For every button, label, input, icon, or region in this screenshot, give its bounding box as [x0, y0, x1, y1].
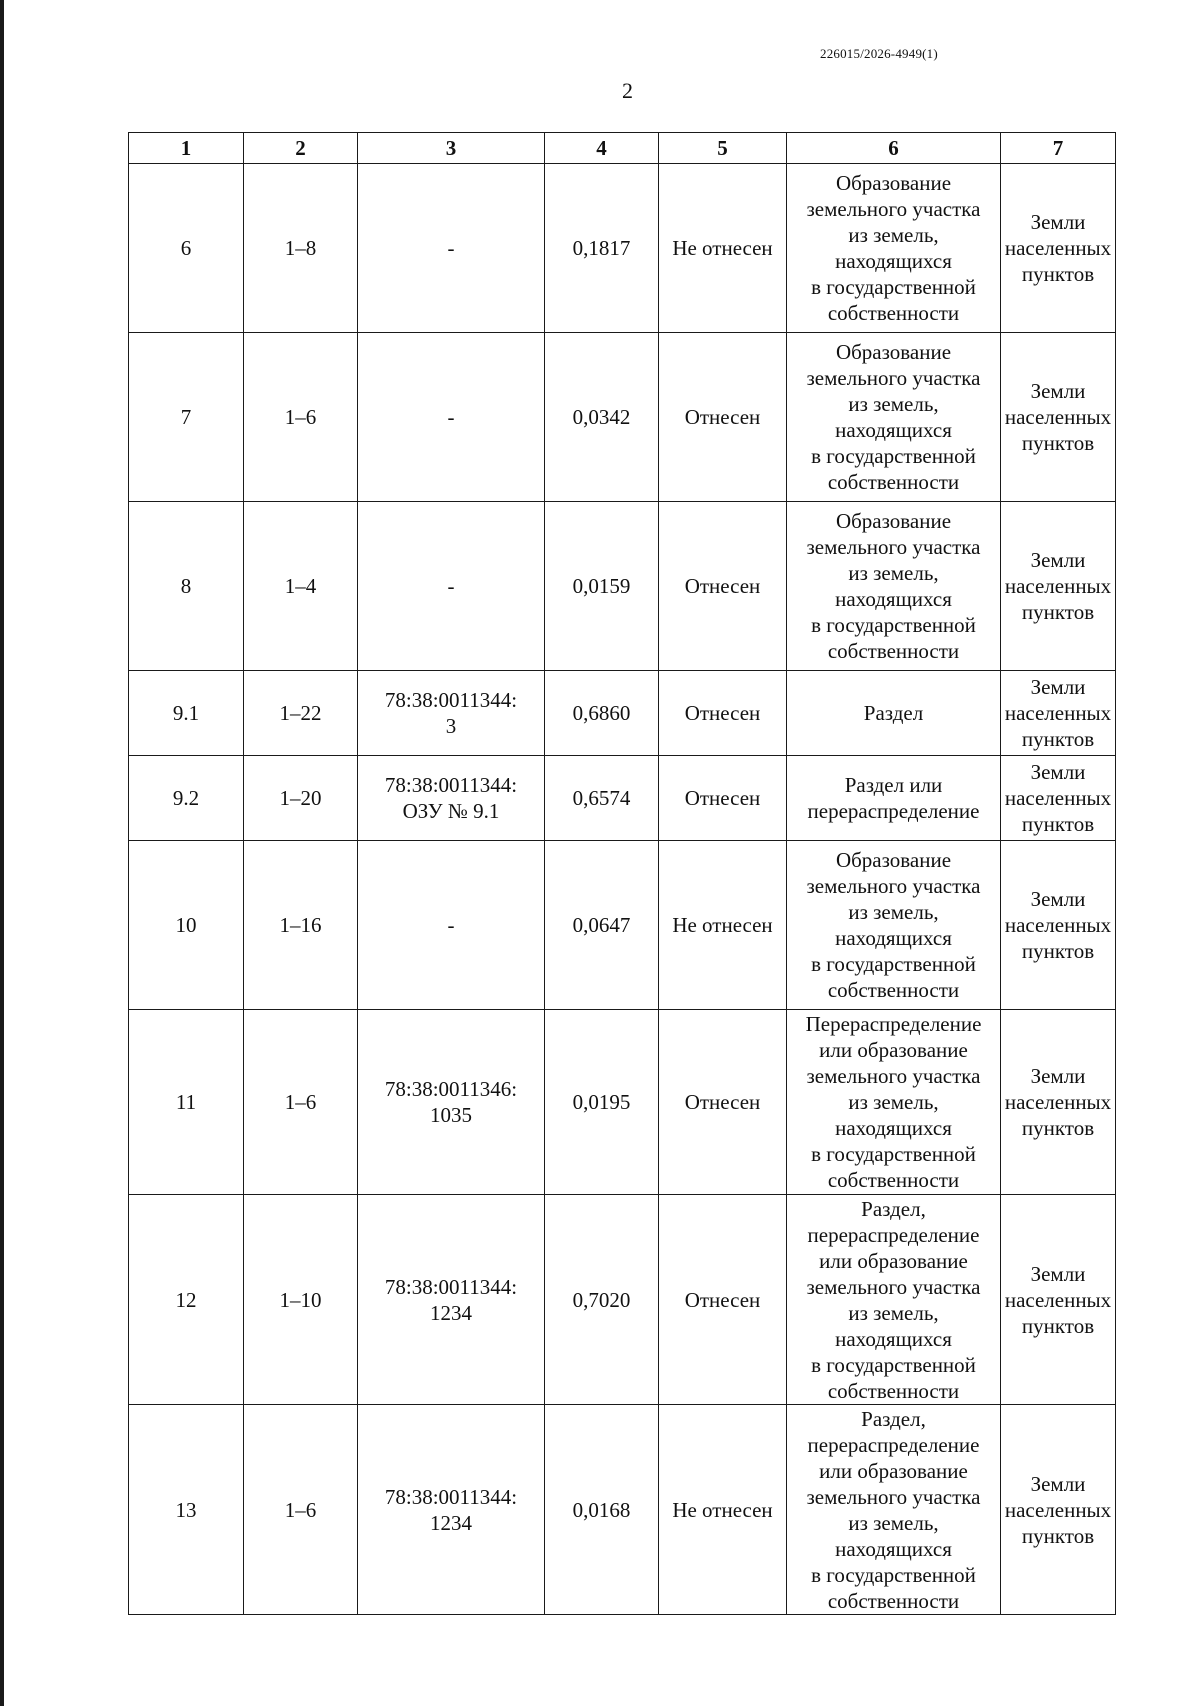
cell-cadastral-number: - — [358, 841, 545, 1010]
cell-cadastral-number: - — [358, 502, 545, 671]
cell-point-range: 1–4 — [244, 502, 358, 671]
cell-plot-number: 10 — [129, 841, 244, 1010]
cell-cadastral-number: 78:38:0011344: 1234 — [358, 1195, 545, 1405]
cell-formation-method: Раздел или перераспределение — [787, 756, 1001, 841]
column-header-2: 2 — [244, 133, 358, 164]
cell-status: Отнесен — [659, 333, 787, 502]
cell-area: 0,0342 — [545, 333, 659, 502]
cell-cadastral-number: - — [358, 164, 545, 333]
table-row — [129, 756, 1116, 841]
table-row — [129, 333, 1116, 502]
cell-status: Не отнесен — [659, 841, 787, 1010]
cell-plot-number: 6 — [129, 164, 244, 333]
cell-status: Отнесен — [659, 1010, 787, 1195]
cell-point-range: 1–6 — [244, 1010, 358, 1195]
cell-area: 0,0159 — [545, 502, 659, 671]
column-header-5: 5 — [659, 133, 787, 164]
cell-formation-method: Раздел, перераспределение или образование земельного участка из земель, находящихся в государственной собственности — [787, 1405, 1001, 1615]
land-plot-table — [128, 132, 1116, 1615]
cell-plot-number: 12 — [129, 1195, 244, 1405]
cell-land-category: Земли населенных пунктов — [1001, 1010, 1116, 1195]
table-row — [129, 1405, 1116, 1615]
cell-formation-method: Образование земельного участка из земель, находящихся в государственной собственности — [787, 333, 1001, 502]
table-row — [129, 841, 1116, 1010]
cell-cadastral-number: - — [358, 333, 545, 502]
cell-formation-method: Раздел, перераспределение или образование земельного участка из земель, находящихся в государственной собственности — [787, 1195, 1001, 1405]
cell-formation-method: Образование земельного участка из земель, находящихся в государственной собственности — [787, 502, 1001, 671]
cell-land-category: Земли населенных пунктов — [1001, 164, 1116, 333]
cell-point-range: 1–16 — [244, 841, 358, 1010]
cell-land-category: Земли населенных пунктов — [1001, 671, 1116, 756]
cell-area: 0,1817 — [545, 164, 659, 333]
table-row — [129, 1010, 1116, 1195]
cell-status: Отнесен — [659, 671, 787, 756]
table-row — [129, 671, 1116, 756]
cell-status: Не отнесен — [659, 1405, 787, 1615]
cell-land-category: Земли населенных пунктов — [1001, 756, 1116, 841]
cell-point-range: 1–6 — [244, 333, 358, 502]
table-row — [129, 1195, 1116, 1405]
cell-plot-number: 8 — [129, 502, 244, 671]
cell-land-category: Земли населенных пунктов — [1001, 333, 1116, 502]
cell-point-range: 1–20 — [244, 756, 358, 841]
column-header-1: 1 — [129, 133, 244, 164]
column-header-3: 3 — [358, 133, 545, 164]
cell-point-range: 1–6 — [244, 1405, 358, 1615]
cell-area: 0,0195 — [545, 1010, 659, 1195]
page-number: 2 — [622, 78, 633, 103]
cell-cadastral-number: 78:38:0011346: 1035 — [358, 1010, 545, 1195]
cell-cadastral-number: 78:38:0011344: ОЗУ № 9.1 — [358, 756, 545, 841]
cell-point-range: 1–8 — [244, 164, 358, 333]
cell-status: Отнесен — [659, 756, 787, 841]
column-header-4: 4 — [545, 133, 659, 164]
cell-area: 0,0168 — [545, 1405, 659, 1615]
cell-cadastral-number: 78:38:0011344: 3 — [358, 671, 545, 756]
cell-plot-number: 13 — [129, 1405, 244, 1615]
cell-land-category: Земли населенных пунктов — [1001, 1405, 1116, 1615]
cell-status: Отнесен — [659, 502, 787, 671]
cell-plot-number: 7 — [129, 333, 244, 502]
cell-formation-method: Образование земельного участка из земель, находящихся в государственной собственности — [787, 841, 1001, 1010]
cell-land-category: Земли населенных пунктов — [1001, 841, 1116, 1010]
cell-area: 0,6574 — [545, 756, 659, 841]
cell-status: Не отнесен — [659, 164, 787, 333]
cell-formation-method: Раздел — [787, 671, 1001, 756]
cell-area: 0,7020 — [545, 1195, 659, 1405]
table-row — [129, 502, 1116, 671]
cell-point-range: 1–22 — [244, 671, 358, 756]
cell-cadastral-number: 78:38:0011344: 1234 — [358, 1405, 545, 1615]
cell-plot-number: 9.2 — [129, 756, 244, 841]
cell-land-category: Земли населенных пунктов — [1001, 1195, 1116, 1405]
document-id: 226015/2026-4949(1) — [820, 46, 938, 61]
cell-formation-method: Перераспределение или образование земельного участка из земель, находящихся в государственной собственности — [787, 1010, 1001, 1195]
column-header-7: 7 — [1001, 133, 1116, 164]
cell-point-range: 1–10 — [244, 1195, 358, 1405]
scan-edge — [0, 0, 4, 1706]
cell-formation-method: Образование земельного участка из земель, находящихся в государственной собственности — [787, 164, 1001, 333]
cell-area: 0,6860 — [545, 671, 659, 756]
column-header-6: 6 — [787, 133, 1001, 164]
cell-area: 0,0647 — [545, 841, 659, 1010]
cell-land-category: Земли населенных пунктов — [1001, 502, 1116, 671]
cell-status: Отнесен — [659, 1195, 787, 1405]
table-header-row — [129, 133, 1116, 164]
cell-plot-number: 9.1 — [129, 671, 244, 756]
table-row — [129, 164, 1116, 333]
cell-plot-number: 11 — [129, 1010, 244, 1195]
